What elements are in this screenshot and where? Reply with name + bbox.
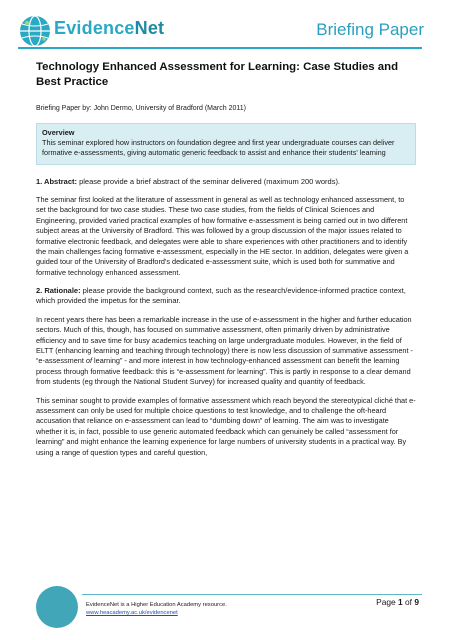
section-1-answer: The seminar first looked at the literature of assessment in general as well as technology enhanced assessment, to set the background for two case studies. These two case studies, from the fields of Clinical Sciences and Engineering, provided varied practical examples of how formative e-assessment is being carried out in two different subject areas at the University of Bradford. This was followed by a group discussion of the major issues related to formative electronic feedback, and delegates were able to share experiences with other practitioners and to identify the main challenges facing formative e-assessment, especially in the HE sector. In addition, delegates were given a guided tour of the University of Bradford's dedicated e-assessment suite, which is used both for summative and formative technology enhanced assessment. <box>36 194 409 277</box>
section-2-paragraph-2: This seminar sought to provide examples of formative assessment which reach beyond the stereotypical cliché that e-assessment can only be used for multiple choice questions to test knowledge, and to challenge the oft-heard accusation that reliance on e-assessment can lead to “dumbing down” of learning. The aim was to investigate whether it is, in fact, possible to use generic automated feedback which can genuinely be called “assessment for learning” and might enhance the learning experience for large numbers of university students in a practical way. By using a range of question types and careful question, <box>36 395 416 457</box>
footer-divider <box>82 594 422 595</box>
section-1-question <box>36 177 416 187</box>
footer-logo-circle-icon <box>36 586 78 628</box>
section-2-prompt: please provide the background context, such as the research/evidence-informed practice context, which provided the impetus for the seminar. <box>36 286 406 306</box>
section-2-paragraph-1: In recent years there has been a remarkable increase in the use of e-assessment in the higher and further education sectors. Much of this, though, has focused on summative assessment, often primarily driven by administrative efficiency and to save time for busy academics teaching on large undergraduate modules. However, in the field of ELTT (enhancing learning and teaching through technology) there is now less discussion of summative assessment - “e-assessment of learning” - and more interest in how technology-enhanced assessment can benefit the learning process through formative feedback: this is “e-assessment for learning”. This is partly in response to a clear demand from students (eg through the National Student Survey) for increased quality and quantity of feedback. <box>36 314 413 387</box>
logo-wordmark: EvidenceNet <box>54 18 165 38</box>
evidencenet-logo <box>18 10 168 52</box>
section-2-label: 2. Rationale: <box>36 286 81 296</box>
overview-text: This seminar explored how instructors on foundation degree and first year undergraduate courses can deliver formative e-assessments, giving automatic generic feedback to assist and enhance their students' learning <box>42 138 395 158</box>
section-2-question <box>36 286 416 307</box>
overview-box <box>36 123 416 165</box>
overview-heading: Overview <box>42 128 75 137</box>
section-1-prompt: please provide a brief abstract of the seminar delivered (maximum 200 words). <box>76 176 341 186</box>
header-divider <box>18 47 422 49</box>
header-title: Briefing Paper <box>316 20 424 39</box>
document-title: Technology Enhanced Assessment for Learning: Case Studies and Best Practice <box>36 61 399 88</box>
section-1-label: 1. Abstract: <box>36 176 77 186</box>
footer-link[interactable]: www.heacademy.ac.uk/evidencenet <box>86 610 178 616</box>
header <box>18 10 438 52</box>
footer-credit <box>86 601 227 617</box>
document-body <box>36 60 416 466</box>
byline: Briefing Paper by: John Dermo, University of Bradford (March 2011) <box>36 105 246 112</box>
globe-logo-icon <box>18 14 52 48</box>
footer-line: EvidenceNet is a Higher Education Academy resource. <box>86 602 227 608</box>
page-number: Page 1 of 9 <box>376 597 419 607</box>
